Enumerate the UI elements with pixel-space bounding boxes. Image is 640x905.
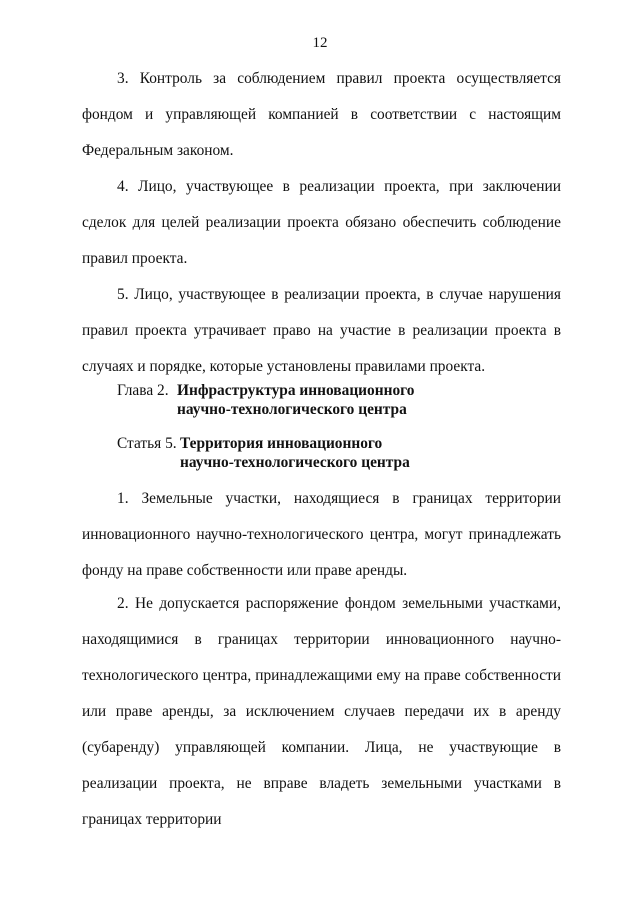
- article-paragraph-1: 1. Земельные участки, находящиеся в границах территории инновационного научно-технологического центра, могут принадлежать фонду на праве собственности или праве аренды.: [82, 490, 561, 579]
- paragraph-3: 3. Контроль за соблюдением правил проекта осуществляется фондом и управляющей компанией в соответствии с настоящим Федеральным законом.: [82, 70, 561, 159]
- chapter-heading: [117, 381, 567, 419]
- chapter-title-line2: научно-технологического центра: [177, 401, 407, 418]
- article-paragraph-2: 2. Не допускается распоряжение фондом земельными участками, находящимися в границах территории инновационного научно-технологического центра, принадлежащими ему на праве собственности или праве аренды, за исключением случаев передачи их в аренду (субаренду) управляющей компании. Лица, не участвующие в реализации проекта, не вправе владеть земельными участками в границах территории: [82, 595, 561, 828]
- article-title-line1: Территория инновационного: [180, 435, 383, 452]
- page-number: 12: [312, 35, 328, 51]
- chapter-title-line1: Инфраструктура инновационного: [177, 382, 415, 399]
- article-title-line2: научно-технологического центра: [180, 454, 410, 471]
- paragraph-4: 4. Лицо, участвующее в реализации проекта, при заключении сделок для целей реализации проекта обязано обеспечить соблюдение правил проекта.: [82, 178, 561, 267]
- article-prefix: Статья 5.: [117, 435, 177, 452]
- paragraph-5: 5. Лицо, участвующее в реализации проекта, в случае нарушения правил проекта утрачивает право на участие в реализации проекта в случаях и порядке, которые установлены правилами проекта.: [82, 286, 561, 375]
- chapter-prefix: Глава 2.: [117, 382, 169, 399]
- article-heading: [117, 434, 567, 472]
